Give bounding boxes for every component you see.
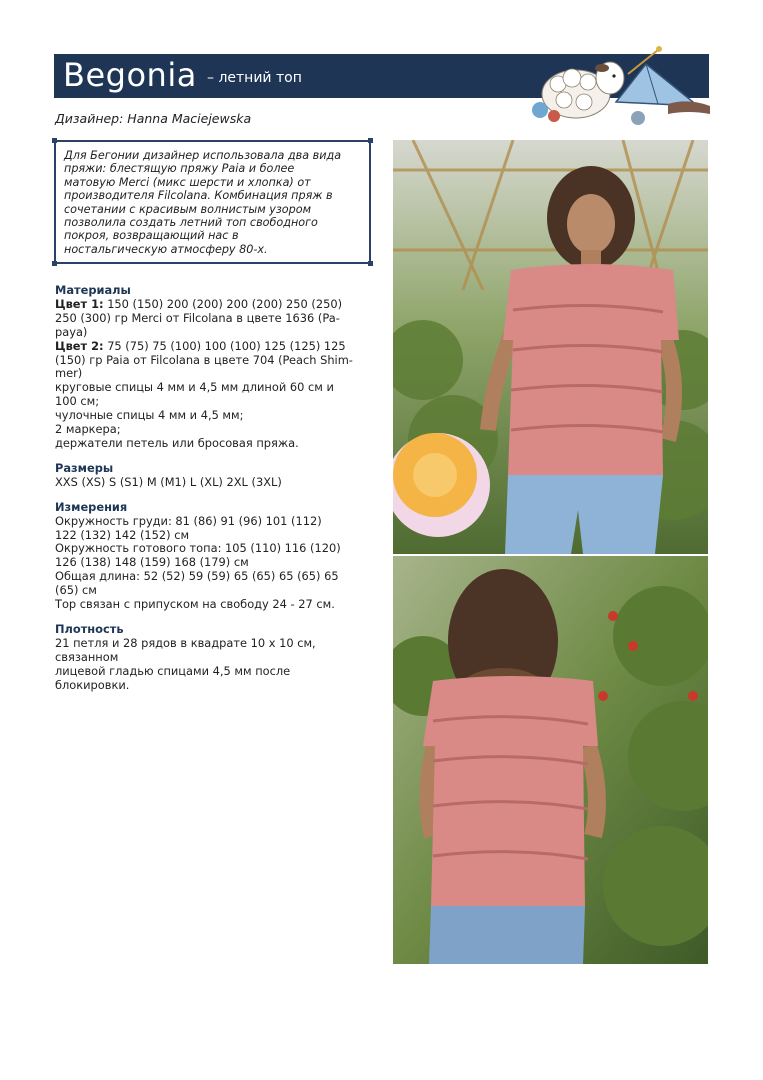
measurements-line: 126 (138) 148 (159) 168 (179) см (55, 555, 249, 570)
gauge-line: лицевой гладью спицами 4,5 мм после блокировки. (55, 663, 291, 692)
materials-heading: Материалы (55, 283, 131, 297)
intro-line: сочетании с красивым волнистым узором (64, 202, 312, 216)
gauge-section (55, 623, 367, 693)
measurements-line: Тор связан с припуском на свободу 24 - 27 см. (55, 597, 335, 612)
measurements-line: Окружность груди: 81 (86) 91 (96) 101 (112) (55, 513, 322, 528)
measurements-line: 122 (132) 142 (152) см (55, 527, 190, 542)
designer-credit: Дизайнер: Hanna Maciejewska (55, 111, 252, 126)
intro-line: производителя Filcolana. Комбинация пряж в (64, 189, 333, 203)
sizes-line: XXS (XS) S (S1) M (M1) L (XL) 2XL (3XL) (55, 474, 282, 489)
model-front-photo (393, 140, 708, 554)
intro-line: Для Бегонии дизайнер использовала два вида (64, 149, 342, 162)
color1-line: 250 (300) гр Merci от Filcolana в цвете 1636 (Pa- (55, 310, 340, 325)
color1-line (55, 298, 367, 312)
measurements-line: (65) см (55, 583, 97, 598)
materials-section (55, 284, 367, 451)
color2-line: (150) гр Paia от Filcolana в цвете 704 (Peach Shim- (55, 352, 353, 367)
color1-text: 150 (150) 200 (200) 200 (200) 250 (250) (107, 296, 343, 311)
color1-label: Цвет 1: (55, 296, 104, 311)
materials-line: чулочные спицы 4 мм и 4,5 мм; (55, 408, 244, 423)
measurements-line: Окружность готового топа: 105 (110) 116 (120) (55, 541, 341, 556)
intro-line: пряжи: блестящую пряжу Paia и более (64, 162, 295, 176)
intro-text (64, 149, 364, 256)
materials-line: круговые спицы 4 мм и 4,5 мм длиной 60 см и (55, 380, 334, 395)
measurements-line: Общая длина: 52 (52) 59 (59) 65 (65) 65 (65) 65 (55, 569, 339, 584)
sizes-heading: Размеры (55, 460, 114, 475)
intro-line: покроя, возвращающий нас в (64, 229, 239, 243)
materials-line: 100 см; (55, 394, 100, 409)
intro-line: позволила создать летний топ свободного (64, 216, 318, 230)
measurements-section (55, 501, 367, 612)
intro-line: ностальгическую атмосферу 80-х. (64, 242, 268, 256)
pattern-subtitle: – летний топ (207, 70, 302, 86)
gauge-line: 21 петля и 28 рядов в квадрате 10 х 10 см, связанном (55, 635, 316, 664)
color2-line: mer) (55, 366, 83, 381)
gauge-heading: Плотность (55, 621, 124, 636)
materials-line: 2 маркера; (55, 422, 121, 437)
color2-label: Цвет 2: (55, 338, 104, 353)
color1-line: paya) (55, 324, 88, 339)
sizes-section (55, 462, 367, 490)
pattern-details (55, 284, 367, 703)
color2-line (55, 340, 367, 354)
measurements-heading: Измерения (55, 499, 128, 514)
intro-line: матовую Merci (микс шерсти и хлопка) от (64, 175, 311, 189)
model-back-photo (393, 556, 708, 964)
sheep-logo-icon (528, 44, 718, 128)
materials-line: держатели петель или бросовая пряжа. (55, 435, 299, 450)
pattern-title: Begonia (63, 56, 197, 94)
color2-text: 75 (75) 75 (100) 100 (100) 125 (125) 125 (107, 338, 346, 353)
intro-box (54, 140, 371, 264)
